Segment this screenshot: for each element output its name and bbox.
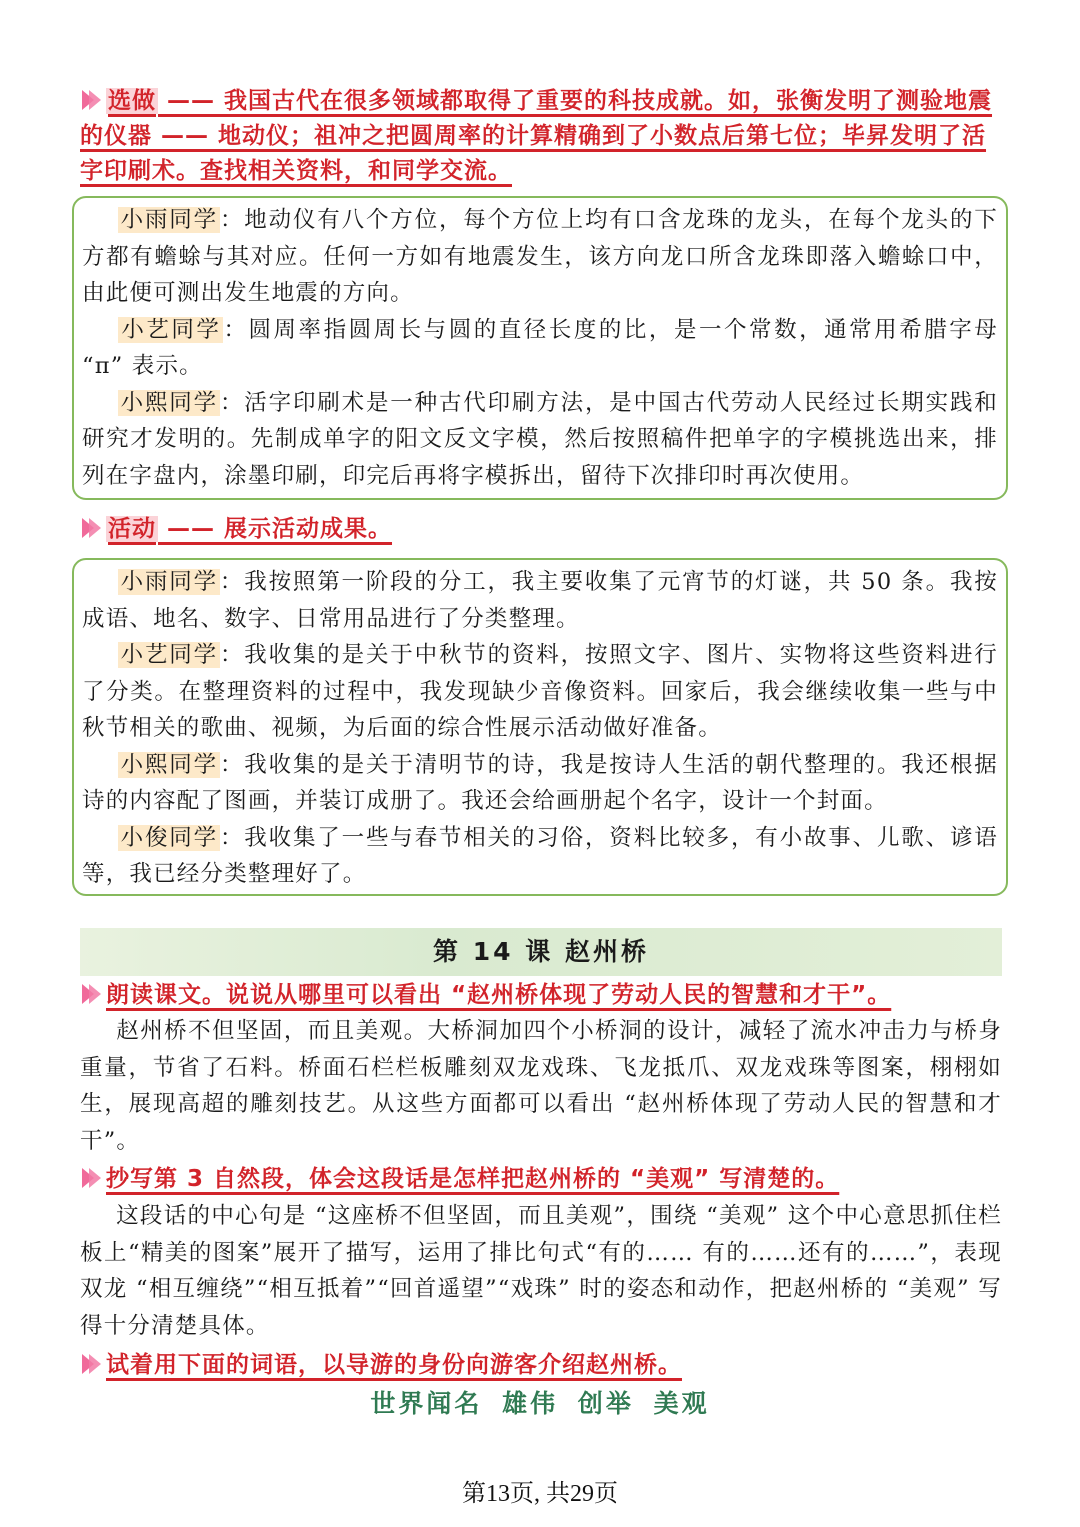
arrow-icon xyxy=(80,87,104,113)
lesson-task-2 xyxy=(80,1162,1002,1197)
arrow-icon xyxy=(80,1351,104,1377)
task-text: —— 我国古代在很多领域都取得了重要的科技成就。如，张衡发明了测验地震的仪器 —— 地动仪；祖冲之把圆周率的计算精确到了小数点后第七位；毕昇发明了活字印刷术。查找相关资料，和同学交流。 xyxy=(80,88,993,184)
task-text: —— 展示活动成果。 xyxy=(158,516,393,542)
student-name: 小雨同学 xyxy=(120,207,218,233)
task-text: 抄写第 3 自然段，体会这段话是怎样把赵州桥的 “美观” 写清楚的。 xyxy=(106,1166,840,1192)
answer-text: ：地动仪有八个方位，每个方位上均有口含龙珠的龙头，在每个龙头的下方都有蟾蜍与其对应。任何一方如有地震发生，该方向龙口所含龙珠即落入蟾蜍口中，由此便可测出发生地震的方向。 xyxy=(82,207,998,306)
student-answer xyxy=(82,202,998,312)
arrow-icon xyxy=(80,515,104,541)
task-activity xyxy=(80,512,1002,547)
student-answer xyxy=(82,385,998,495)
answer-text: ：我收集的是关于中秋节的资料，按照文字、图片、实物将这些资料进行了分类。在整理资料的过程中，我发现缺少音像资料。回家后，我会继续收集一些与中秋节相关的歌曲、视频，为后面的综合性展示活动做好准备。 xyxy=(82,642,998,741)
arrow-icon xyxy=(80,981,104,1007)
task-text: 试着用下面的词语，以导游的身份向游客介绍赵州桥。 xyxy=(106,1352,682,1378)
answer-text: 赵州桥不但坚固，而且美观。大桥洞加四个小桥洞的设计，减轻了流水冲击力与桥身重量，节省了石料。桥面石栏栏板雕刻双龙戏珠、飞龙抵爪、双龙戏珠等图案，栩栩如生，展现高超的雕刻技艺。从这些方面都可以看出 “赵州桥体现了劳动人民的智慧和才干”。 xyxy=(80,1018,1002,1154)
answer-text: ：活字印刷术是一种古代印刷方法，是中国古代劳动人民经过长期实践和研究才发明的。先制成单字的阳文反文字模，然后按照稿件把单字的字模挑选出来，排列在字盘内，涂墨印刷，印完后再将字模拆出，留待下次排印时再次使用。 xyxy=(82,389,998,489)
student-answer xyxy=(82,747,998,820)
student-name: 小熙同学 xyxy=(120,751,218,778)
answer-text: ：我收集的是关于清明节的诗，我是按诗人生活的朝代整理的。我还根据诗的内容配了图画，并装订成册了。我还会给画册起个名字，设计一个封面。 xyxy=(82,751,998,814)
task-label: 活动 xyxy=(108,516,156,542)
student-name: 小俊同学 xyxy=(120,824,218,851)
lesson-answer-1 xyxy=(80,1013,1002,1159)
page-number: 第13页, 共29页 xyxy=(462,1481,618,1507)
answer-text: ：圆周率指圆周长与圆的直径长度的比，是一个常数，通常用希腊字母 “π” 表示。 xyxy=(82,316,998,379)
task-text: 朗读课文。说说从哪里可以看出 “赵州桥体现了劳动人民的智慧和才干”。 xyxy=(106,982,892,1008)
student-name: 小雨同学 xyxy=(120,569,218,595)
answer-text: ：我收集了一些与春节相关的习俗，资料比较多，有小故事、儿歌、谚语等，我已经分类整理好了。 xyxy=(82,824,998,887)
vocabulary-words xyxy=(0,1384,1080,1420)
student-name: 小艺同学 xyxy=(120,642,218,668)
word: 雄伟 xyxy=(502,1389,559,1418)
task-label: 选做 xyxy=(108,88,156,114)
student-answer xyxy=(82,820,998,893)
student-answer xyxy=(82,564,998,637)
lesson-task-3 xyxy=(80,1348,1002,1383)
lesson-answer-2 xyxy=(80,1198,1002,1344)
lesson-title: 第 14 课 赵州桥 xyxy=(80,928,1002,976)
student-answer xyxy=(82,637,998,747)
word: 创举 xyxy=(577,1389,634,1418)
task-optional xyxy=(80,84,1002,189)
lesson-task-1 xyxy=(80,978,1002,1013)
answer-text: ：我按照第一阶段的分工，我主要收集了元宵节的灯谜，共 50 条。我按成语、地名、数字、日常用品进行了分类整理。 xyxy=(82,569,998,632)
student-name: 小艺同学 xyxy=(120,316,222,343)
word: 世界闻名 xyxy=(370,1389,483,1418)
word: 美观 xyxy=(653,1389,710,1418)
answer-box-1 xyxy=(72,196,1008,500)
student-answer xyxy=(82,312,998,385)
answer-text: 这段话的中心句是 “这座桥不但坚固，而且美观”，围绕 “美观” 这个中心意思抓住栏板上“精美的图案”展开了描写，运用了排比句式“有的…… 有的……还有的……”，表现双龙 “相互缠绕”“相互抵着”“回首遥望”“戏珠” 时的姿态和动作，把赵州桥的 “美观” 写得十分清楚具体。 xyxy=(80,1203,1002,1339)
arrow-icon xyxy=(80,1165,104,1191)
answer-box-2 xyxy=(72,558,1008,896)
student-name: 小熙同学 xyxy=(120,389,218,416)
